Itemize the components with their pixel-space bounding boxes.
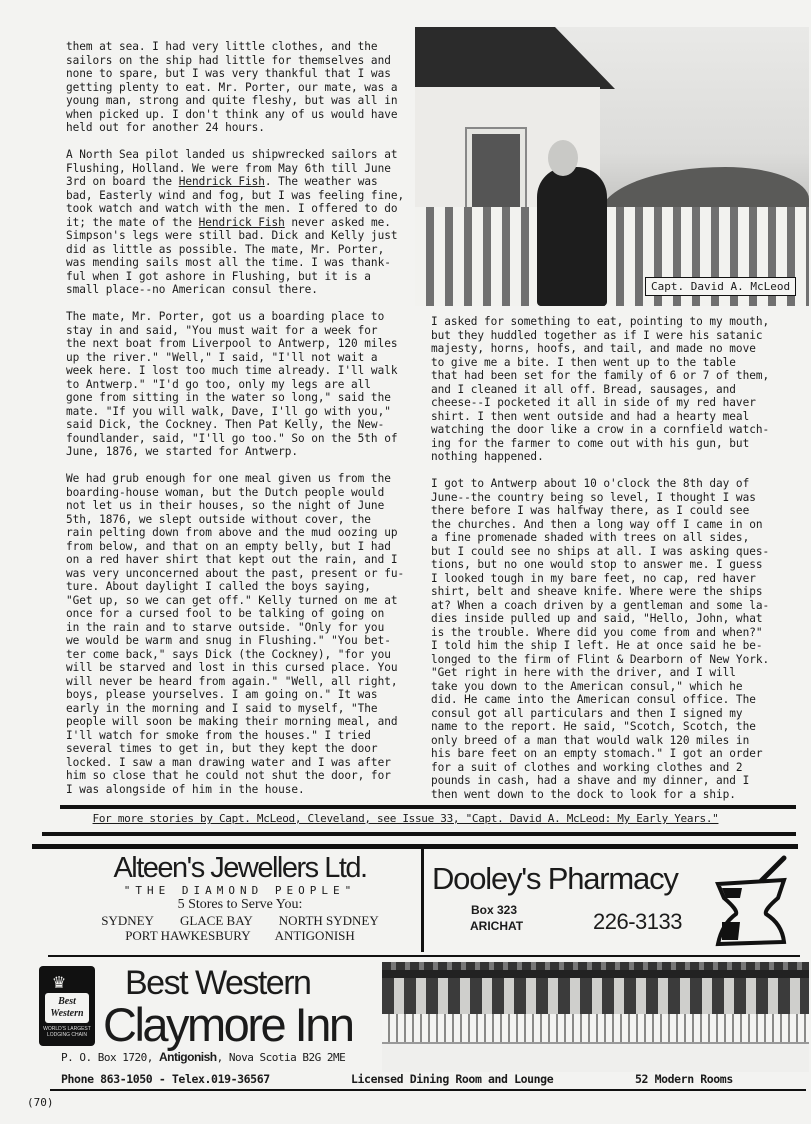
ads-middle-rule xyxy=(48,955,800,957)
footnote: For more stories by Capt. McLeod, Cleveland, see Issue 33, "Capt. David A. McLeod: My Early Years." xyxy=(92,812,719,825)
logo-subtext: WORLD'S LARGEST LODGING CHAIN xyxy=(43,1026,91,1038)
logo-badge: Best Western xyxy=(45,993,89,1023)
page-number: (70) xyxy=(27,1096,54,1109)
dooleys-name: Dooley's Pharmacy xyxy=(432,861,678,896)
photo-capt-mcleod xyxy=(415,27,809,306)
pool-fence xyxy=(382,1014,809,1042)
claymore-contact-line xyxy=(61,1072,806,1087)
paragraph: A North Sea pilot landed us shipwrecked sailors at Flushing, Holland. We were from May 6th till June 3rd on board the Hendrick Fish. The weather was bad, Easterly wind and fog, but I was feeling fine, took watch and watch with the men. I offered to do it; the mate of the Hendrick Fish never asked me. Simpson's legs were still bad. Dick and Kelly just did as little as possible. The mate, Mr. Porter, was mending sails most all the time. I was thank- ful when I got ashore in Flushing, but it is a small place--no American consul there. xyxy=(66,148,405,296)
house-roof xyxy=(415,27,615,89)
divider-rule xyxy=(42,832,796,836)
claymore-rooms: 52 Modern Rooms xyxy=(635,1072,733,1086)
ads-bottom-rule xyxy=(50,1089,806,1091)
best-western-title: Best Western xyxy=(125,964,311,1002)
paragraph: them at sea. I had very little clothes, and the sailors on the ship had little for themselves and none to spare, but I was very thankful that I was getting plenty to eat. Mr. Porter, our mate, was a young man, strong and quite fleshy, but was all in when picked up. I don't think any of us would have held out for another 24 hours. xyxy=(66,40,398,134)
claymore-phone: Phone 863-1050 - Telex.019-36567 xyxy=(61,1072,270,1086)
paragraph: I asked for something to eat, pointing to my mouth, but they huddled together as if I were his satanic majesty, horns, hoofs, and tail, and made no move to give me a bite. I then went up to the table that had been set for the family of 6 or 7 of them, and I cleaned it all off. Bread, sausages, and cheese--I pocketed it all in side of my red haver shirt. I then went outside and had a hearty meal watching the door like a crow in a cornfield watch- ing for the farmer to come out with his gun, but nothing happened. xyxy=(431,315,770,463)
dooleys-town: ARICHAT xyxy=(470,919,524,933)
ads-top-rule xyxy=(32,844,798,849)
mortar-pestle-icon xyxy=(712,852,792,947)
photo-caption: Capt. David A. McLeod xyxy=(645,277,796,296)
ship-name: Hendrick Fish xyxy=(178,175,265,188)
claymore-address: P. O. Box 1720, Antigonish, Nova Scotia B2G 2ME xyxy=(61,1050,346,1064)
paragraph: The mate, Mr. Porter, got us a boarding place to stay in and said, "You must wait for a week for the next boat from Liverpool to Antwerp, 120 miles up the river." "Well," I said, "I'll not wait a week here. I lost too much time already. I'll walk to Antwerp." "I'd go too, only my legs are all gone from sitting in the water so long," said the mate. "If you will walk, Dave, I'll go with you," said Dick, the Cockney. Then Pat Kelly, the New- foundlander, said, "I'll go too." So on the 5th of June, 1876, we started for Antwerp. xyxy=(66,310,398,458)
man-head xyxy=(548,140,578,176)
alteens-stores-row1: SYDNEY GLACE BAY NORTH SYDNEY xyxy=(101,913,379,928)
paragraph: I got to Antwerp about 10 o'clock the 8th day of June--the country being so level, I thought I was there before I was halfway there, as I could see the churches. And then a long way off I came in on a fine promenade shaded with trees on all sides, but I could see no ships at all. I was asking ques- tions, but no one would stop to answer me. I guess I looked tough in my bare feet, no cap, red haver shirt, belt and sheave knife. Where were the ships at? When a coach driven by a gentleman and some la- dies inside pulled up and said, "Hello, John, what is the trouble. Where did you come from and when?" I told him the ship I left. He at once said he be- longed to the firm of Flint & Dearborn of New York. "Get right in here with the driver, and I will take you down to the American consul," which he did. He came into the American consul office. The consul got all particulars and then I signed my name to the report. He said, "Scotch, Scotch, the only breed of a man that would walk 120 miles in his bare feet on an empty stomach." I got an order for a suit of clothes and working clothes and 2 pounds in cash, had a shave and my dinner, and I then went down to the dock to look for a ship. xyxy=(431,477,770,801)
divider-rule xyxy=(60,805,796,809)
paragraph: We had grub enough for one meal given us from the boarding-house woman, but the Dutch people would not let us in their houses, so the night of June 5th, 1876, we slept outside without cover, the rain pelting down from above and the mud oozing up from below, and that on an empty belly, but I had on a red haver shirt that kept out the rain, and I was very unconcerned about the past, present or fu- ture. About daylight I called the boys saying, "Get up, so we can get off." Kelly turned on me at once for a cursed fool to be talking of going on in the rain and to starve outside. "Only for you we would be warm and snug in Flushing." "You bet- ter come back," says Dick (the Cockney), "for you will be starved and lost in this cursed place. You will never be heard from again." "Well, all right, boys, please yourselves. I am going on." It was early in the morning and I said to myself, "The people will soon be making their morning meal, and I'll watch for smoke from the houses." I tried several times to get in, but they kept the door locked. I saw a man drawing water and I was after him so close that he could not shut the door, for I was alongside of him in the house. xyxy=(66,472,405,796)
dooleys-phone: 226-3133 xyxy=(593,909,682,934)
ship-name: Hendrick Fish xyxy=(198,215,285,229)
crown-icon: ♛ xyxy=(53,969,66,993)
building-roof xyxy=(382,970,809,978)
pool xyxy=(382,1042,809,1072)
alteens-tagline: "THE DIAMOND PEOPLE" xyxy=(123,884,357,897)
alteens-ad xyxy=(60,852,420,943)
right-column xyxy=(431,315,769,801)
best-western-logo xyxy=(39,966,95,1046)
claymore-inn-title: Claymore Inn xyxy=(103,998,353,1051)
dooleys-box: Box 323 xyxy=(471,903,518,917)
alteens-stores-row2: PORT HAWKESBURY ANTIGONISH xyxy=(125,928,355,943)
claymore-dining: Licensed Dining Room and Lounge xyxy=(351,1072,554,1086)
left-column xyxy=(66,40,404,796)
ads-divider xyxy=(421,848,424,952)
alteens-subtitle: 5 Stores to Serve You: xyxy=(177,897,303,912)
claymore-inn-photo xyxy=(382,962,809,1072)
man-figure xyxy=(537,167,607,306)
alteens-name: Alteen's Jewellers Ltd. xyxy=(113,852,367,884)
